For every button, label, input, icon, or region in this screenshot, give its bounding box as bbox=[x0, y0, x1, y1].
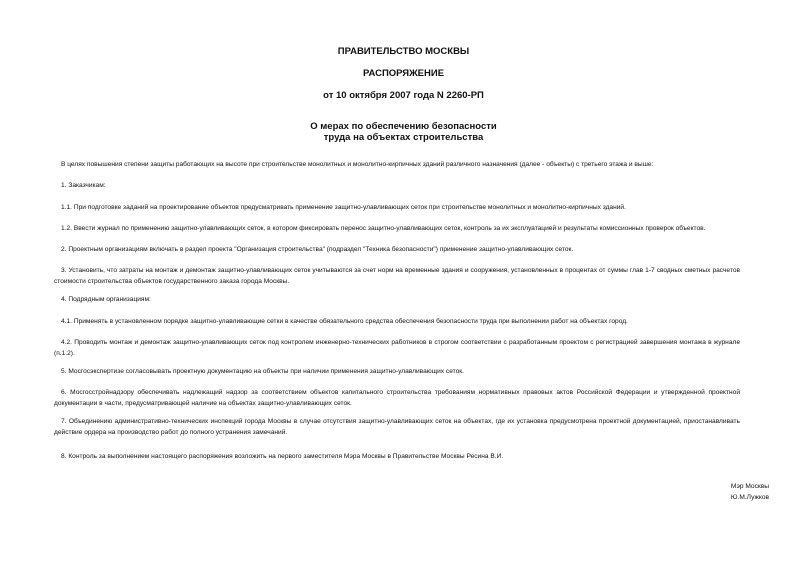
paragraph-3: 3. Установить, что затраты на монтаж и демонтаж защитно-улавливающих сеток учитываются за счет норм на временные здания и сооружения, установленных в процентах от суммы глав 1-7 сводных сметных расчетов стоимости строительства объектов государственного заказа города Москвы. bbox=[54, 267, 740, 285]
paragraph-1-2: 1.2. Ввести журнал по применению защитно-улавливающих сеток, в котором фиксировать перенос защитно-улавливающих сеток, контроль за их эксплуатацией и результаты комиссионных проверок объектов. bbox=[61, 225, 706, 232]
paragraph-preamble: В целях повышения степени защиты работающих на высоте при строительстве монолитных и монолитно-кирпичных зданий различного назначения (далее - объекты) с третьего этажа и выше: bbox=[61, 161, 654, 168]
document-title-line-1: О мерах по обеспечению безопасности bbox=[310, 121, 497, 132]
paragraph-6: 6. Мосгосстройнадзору обеспечивать надлежащий надзор за соответствием объектов капитального строительства требованиям нормативных правовых актов Российской Федерации и утвержденной проектной документации в части, предусматривающей наличие на объектах защитно-улавливающих сеток. bbox=[54, 389, 740, 407]
paragraph-2: 2. Проектным организациям включать в раздел проекта "Организация строительства" (подраздел "Техника безопасности") применение защитно-улавливающих сеток. bbox=[61, 246, 574, 253]
signature-name: Ю.М.Лужков bbox=[730, 494, 769, 501]
paragraph-5: 5. Мосгосэкспертизе согласовывать проектную документацию на объекты при наличии применения защитно-улавливающих сеток. bbox=[61, 368, 464, 375]
issuing-authority: ПРАВИТЕЛЬСТВО МОСКВЫ bbox=[337, 46, 470, 57]
paragraph-1: 1. Заказчикам: bbox=[61, 182, 106, 189]
paragraph-7: 7. Объединению административно-технических инспекций города Москвы в случае отсутствия защитно-улавливающих сеток на объектах, где их установка предусмотрена проектной документацией, приостанавливать действие ордера на производство работ до полного устранения замечаний. bbox=[54, 418, 740, 436]
paragraph-4-2: 4.2. Проводить монтаж и демонтаж защитно-улавливающих сеток под контролем инженерно-технических работников в строгом соответствии с разработанным проектом с регистрацией завершения монтажа в журнале (п.1.2). bbox=[54, 339, 740, 357]
paragraph-4-1: 4.1. Применять в установленном порядке защитно-улавливающие сетки в качестве обязательного средства обеспечения безопасности труда при выполнении работ на объектах город. bbox=[61, 318, 628, 325]
document-date-number: от 10 октября 2007 года N 2260-РП bbox=[323, 90, 484, 101]
document-type: РАСПОРЯЖЕНИЕ bbox=[362, 68, 445, 79]
paragraph-8: 8. Контроль за выполнением настоящего распоряжения возложить на первого заместителя Мэра Москвы в Правительстве Москвы Ресина В.И. bbox=[61, 453, 504, 460]
document-title-line-2: труда на объектах строительства bbox=[323, 132, 484, 143]
paragraph-1-1: 1.1. При подготовке заданий на проектирование объектов предусматривать применение защитно-улавливающих сеток при строительстве монолитных и монолитно-кирпичных зданий. bbox=[61, 204, 626, 211]
signature-position: Мэр Москвы bbox=[730, 483, 769, 490]
paragraph-4: 4. Подрядным организациям: bbox=[61, 296, 151, 303]
